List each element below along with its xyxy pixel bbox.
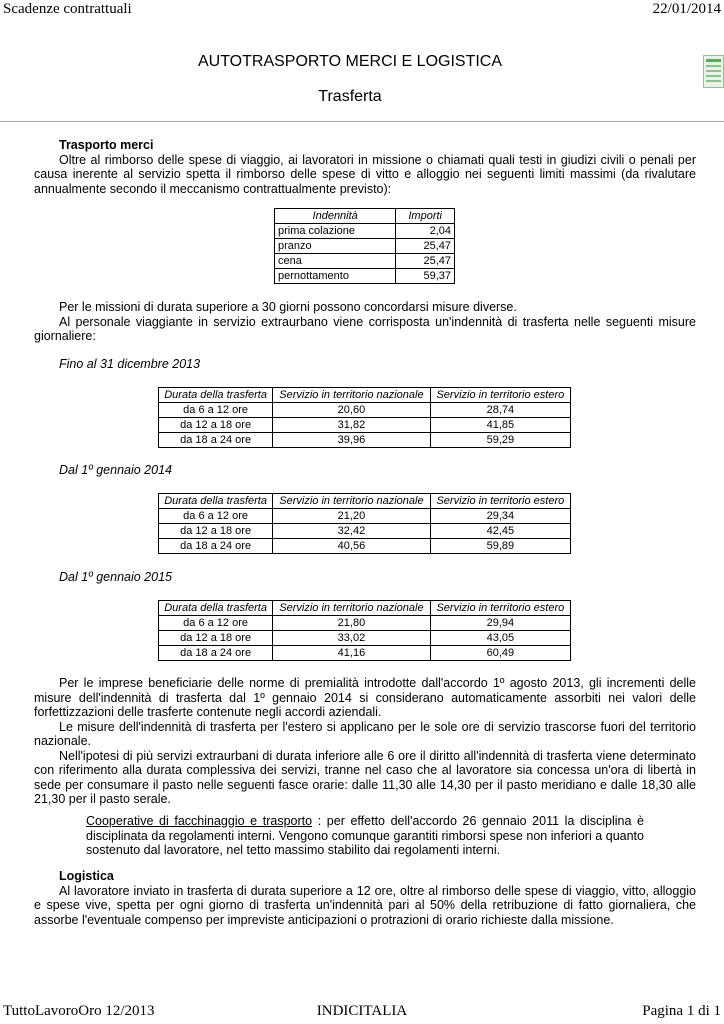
header-date: 22/01/2014: [652, 1, 721, 17]
table-header-cell: Durata della trasferta: [159, 494, 273, 509]
table-header-cell: Indennità: [275, 209, 396, 224]
personale-paragraph: Al personale viaggiante in servizio extraurbano viene corrisposta un'indennità di trasferta nelle seguenti misure giornaliere:: [34, 314, 696, 343]
table-header-row: [159, 601, 571, 616]
table-cell: 20,60: [273, 403, 430, 418]
table-cell: 31,82: [273, 418, 430, 433]
table-cell: da 6 a 12 ore: [159, 509, 273, 524]
footer-left-label: TuttoLavoroOro 12/2013: [3, 1003, 155, 1019]
table-header-cell: Servizio in territorio estero: [430, 494, 570, 509]
table-header-cell: Durata della trasferta: [159, 601, 273, 616]
logistica-section: [34, 869, 696, 927]
table-row: [159, 646, 571, 661]
spreadsheet-icon[interactable]: [703, 55, 724, 88]
footer-center-label: INDICITALIA: [316, 1003, 408, 1019]
table-row: [159, 418, 571, 433]
document-subtitle: Trasferta: [318, 88, 382, 105]
table-cell: da 6 a 12 ore: [159, 403, 273, 418]
table-cell: da 12 a 18 ore: [159, 524, 273, 539]
table-header-cell: Servizio in territorio nazionale: [273, 601, 430, 616]
table-header-cell: Servizio in territorio estero: [430, 601, 570, 616]
table-cell: 21,80: [273, 616, 430, 631]
table-cell: da 12 a 18 ore: [159, 631, 273, 646]
table-cell: da 18 a 24 ore: [159, 646, 273, 661]
table-cell: 21,20: [273, 509, 430, 524]
table-cell: da 6 a 12 ore: [159, 616, 273, 631]
table-row: [275, 224, 455, 239]
table-cell: 43,05: [430, 631, 570, 646]
table-header-row: [159, 494, 571, 509]
table-cell: da 18 a 24 ore: [159, 433, 273, 448]
table-cell: 41,85: [430, 418, 570, 433]
table-cell: 2,04: [396, 224, 455, 239]
table-header-cell: Durata della trasferta: [159, 388, 273, 403]
table-cell: 25,47: [396, 254, 455, 269]
table-header-cell: Servizio in territorio nazionale: [273, 494, 430, 509]
table-row: [275, 269, 455, 284]
table-cell: 60,49: [430, 646, 570, 661]
table-row: [275, 254, 455, 269]
trasporto-heading: Trasporto merci: [59, 138, 154, 152]
table-row: [275, 239, 455, 254]
table-header-cell: Importi: [396, 209, 455, 224]
table-cell: 40,56: [273, 539, 430, 554]
table-cell: 59,29: [430, 433, 570, 448]
table-cell: cena: [275, 254, 396, 269]
missioni-section: [34, 300, 696, 344]
cooperative-link[interactable]: Cooperative di facchinaggio e trasporto: [86, 814, 313, 828]
table-header-row: [159, 388, 571, 403]
table-cell: pernottamento: [275, 269, 396, 284]
table-row: [159, 631, 571, 646]
table-cell: 29,34: [430, 509, 570, 524]
indennita-table: [274, 208, 455, 284]
header-divider: [0, 121, 724, 122]
missioni-paragraph: Per le missioni di durata superiore a 30 giorni possono concordarsi misure diverse.: [59, 300, 517, 314]
notes-section: [34, 676, 696, 807]
trasferta-table-2013: [158, 387, 571, 448]
document-title: AUTOTRASPORTO MERCI E LOGISTICA: [197, 53, 503, 70]
period-label: Dal 1º gennaio 2015: [59, 570, 172, 584]
table-row: [159, 509, 571, 524]
logistica-text: Al lavoratore inviato in trasferta di durata superiore a 12 ore, oltre al rimborso delle spese di viaggio, vitto, alloggio e spese vive, spetta per ogni giorno di trasferta un'indennità pari al 50% della retribuzione di fatto giornaliera, che assorbe l'eventuale compenso per impreviste anticipazioni o protrazioni di orario richieste dalla missione.: [34, 883, 696, 927]
period-label: Fino al 31 dicembre 2013: [59, 357, 201, 371]
table-cell: 32,42: [273, 524, 430, 539]
table-cell: 29,94: [430, 616, 570, 631]
header-left-label: Scadenze contrattuali: [3, 1, 132, 17]
table-row: [159, 433, 571, 448]
table-row: [159, 539, 571, 554]
servizi-paragraph: Nell'ipotesi di più servizi extraurbani di durata inferiore alle 6 ore il diritto all'indennità di trasferta viene determinato con riferimento alla durata complessiva dei servizi, tranne nel caso che al lavoratore sia concessa un'ora di libertà in sede per consumare il pasto nelle seguenti fasce orarie: dalle 11,30 alle 14,30 per il pasto meridiano e dalle 18,30 alle 21,30 per il pasto serale.: [34, 748, 696, 806]
trasporto-section: [34, 138, 696, 196]
table-cell: 42,45: [430, 524, 570, 539]
table-cell: 59,37: [396, 269, 455, 284]
table-cell: da 18 a 24 ore: [159, 539, 273, 554]
period-label: Dal 1º gennaio 2014: [59, 463, 172, 477]
table-cell: 59,89: [430, 539, 570, 554]
table-row: [159, 403, 571, 418]
logistica-heading: Logistica: [59, 869, 114, 883]
estero-paragraph: Le misure dell'indennità di trasferta per l'estero si applicano per le sole ore di servizio trascorse fuori del territorio nazionale.: [34, 719, 696, 748]
table-cell: 41,16: [273, 646, 430, 661]
table-cell: pranzo: [275, 239, 396, 254]
table-header-cell: Servizio in territorio estero: [430, 388, 570, 403]
table-cell: 39,96: [273, 433, 430, 448]
table-cell: 25,47: [396, 239, 455, 254]
table-header-cell: Servizio in territorio nazionale: [273, 388, 430, 403]
premialita-paragraph: Per le imprese beneficiarie delle norme di premialità introdotte dall'accordo 1º agosto 2013, gli incrementi delle misure dell'indennità di trasferta dal 1º gennaio 2014 si considerano automaticamente assorbiti nei valori delle forfettizzazioni delle trasferte contenute negli accordi aziendali.: [34, 676, 696, 719]
table-header-row: [275, 209, 455, 224]
trasporto-intro: Oltre al rimborso delle spese di viaggio, ai lavoratori in missione o chiamati quali testi in giudizi civili o penali per causa inerente al servizio spetta il rimborso delle spese di vitto e alloggio nei seguenti limiti massimi (da rivalutare annualmente secondo il meccanismo contrattualmente previsto):: [34, 152, 696, 196]
cooperative-section: [86, 814, 644, 858]
table-cell: da 12 a 18 ore: [159, 418, 273, 433]
table-row: [159, 616, 571, 631]
trasferta-table-2015: [158, 600, 571, 661]
cooperative-text: : per effetto dell'accordo 26 gennaio 2011 la disciplina è disciplinata da regolamenti interni. Vengono comunque garantiti rimborsi spese non inferiori a quanto sostenuto dal lavoratore, nel tetto massimo stabilito dai regolamenti interni.: [86, 814, 644, 857]
table-row: [159, 524, 571, 539]
trasferta-table-2014: [158, 493, 571, 554]
table-cell: 28,74: [430, 403, 570, 418]
table-cell: prima colazione: [275, 224, 396, 239]
page-number: Pagina 1 di 1: [642, 1003, 721, 1019]
table-cell: 33,02: [273, 631, 430, 646]
